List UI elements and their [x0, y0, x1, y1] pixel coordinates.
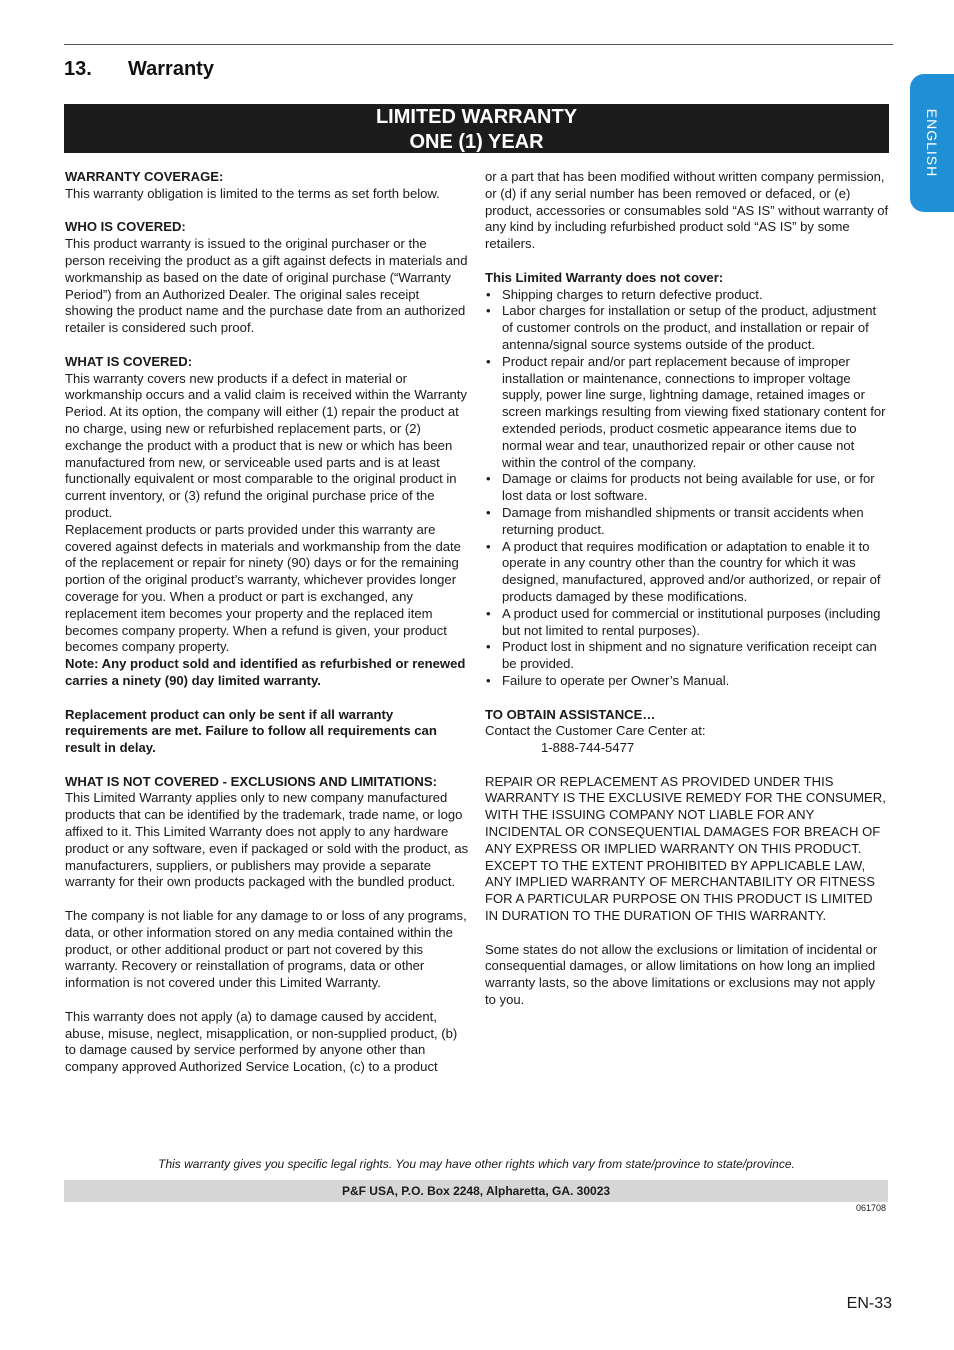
legal-rights-note: This warranty gives you specific legal rights. You may have other rights which vary from state/province to state/province. [158, 1157, 795, 1171]
section-number: 13. [64, 58, 92, 80]
exclusion-item: • Product repair and/or part replacement because of improper installation or maintenance, connections to improper voltage supply, power line surge, lightning damage, retained images or screen markings resulting from viewing fixed stationary content for extended periods, product cosmetic appearance items due to normal wear and tear, unauthorized repair or other cause not within the control of the company. [485, 354, 889, 472]
assistance-text: Contact the Customer Care Center at: [485, 723, 706, 739]
not-covered-heading: WHAT IS NOT COVERED - EXCLUSIONS AND LIMITATIONS: [65, 773, 437, 789]
banner-line-1: LIMITED WARRANTY [375, 106, 578, 128]
disclaimer-text: REPAIR OR REPLACEMENT AS PROVIDED UNDER THIS WARRANTY IS THE EXCLUSIVE REMEDY FOR THE CONSUMER, WITH THE ISSUING COMPANY NOT LIABLE FOR ANY INCIDENTAL OR CONSEQUENTIAL DAMAGES FOR BREACH OF ANY EXPRESS OR IMPLIED WARRANTY ON THIS PRODUCT. EXCEPT TO THE EXTENT PROHIBITED BY APPLICABLE LAW, ANY IMPLIED WARRANTY OF MERCHANTABILITY OR FITNESS FOR A PARTICULAR PURPOSE ON THIS PRODUCT IS LIMITED IN DURATION TO THE DURATION OF THIS WARRANTY. [485, 773, 886, 924]
exclusion-item: • A product used for commercial or institutional purposes (including but not limited to rental purposes). [485, 606, 889, 640]
replacement-requirements: Replacement product can only be sent if all warranty requirements are met. Failure to follow all requirements can result in delay. [65, 706, 437, 756]
warranty-banner [64, 104, 889, 153]
exclusion-item: • Product lost in shipment and no signature verification receipt can be provided. [485, 639, 889, 673]
who-covered-heading: WHO IS COVERED: [65, 219, 186, 235]
address-bar: P&F USA, P.O. Box 2248, Alpharetta, GA. 30023 [64, 1180, 888, 1202]
liability-text: The company is not liable for any damage to or loss of any programs, data, or other information stored on any media contained within the product, or other additional product or part not covered by this warranty. Recovery or reinstallation of programs, data or other information is not covered under this Limited Warranty. [65, 908, 467, 991]
not-covered-text: This Limited Warranty applies only to new company manufactured products that can be identified by the trademark, trade name, or logo affixed to it. This Limited Warranty does not apply to any hardware product or any software, even if packaged or sold with the product, as manufacturers, suppliers, or publishers may provide a separate warranty for their own products packaged with the bundled product. [65, 790, 469, 890]
exclusion-item: • Labor charges for installation or setup of the product, adjustment of customer controls on the product, and installation or repair of antenna/signal source systems outside of the product. [485, 303, 889, 353]
document-code: 061708 [855, 1203, 886, 1213]
exclusion-item: • Failure to operate per Owner’s Manual. [485, 673, 889, 690]
continuation-text: or a part that has been modified without written company permission, or (d) if any serial number has been removed or defaced, or (e) product, accessories or consumables sold “AS IS” without warranty of any kind by including refurbished product sold “AS IS” by some retailers. [485, 169, 889, 252]
exclusions-list [485, 287, 889, 690]
section-title-text: Warranty [128, 58, 214, 80]
what-covered-text-2: Replacement products or parts provided under this warranty are covered against defects in materials and workmanship from the date of the replacement or repair for ninety (90) days or for the remaining portion of the original product’s warranty, whichever provides longer coverage for you. When a product or part is exchanged, any replacement item becomes your property and the replaced item becomes company property. When a refund is given, your product becomes company property. [65, 521, 461, 655]
language-tab-label: ENGLISH [924, 108, 940, 178]
banner-line-2: ONE (1) YEAR [409, 131, 544, 153]
top-rule [64, 44, 893, 45]
section-title [64, 58, 214, 81]
left-column [65, 169, 469, 1076]
coverage-heading: WARRANTY COVERAGE: [65, 169, 224, 184]
refurbished-note: Note: Any product sold and identified as refurbished or renewed carries a ninety (90) day limited warranty. [65, 656, 466, 688]
language-tab[interactable] [910, 74, 954, 212]
exclusion-item: • Damage from mishandled shipments or transit accidents when returning product. [485, 505, 889, 539]
what-covered-heading: WHAT IS COVERED: [65, 353, 193, 369]
page-number: EN-33 [846, 1295, 892, 1312]
right-column [485, 169, 889, 1009]
does-not-cover-heading: This Limited Warranty does not cover: [485, 269, 724, 285]
exclusion-item: • Shipping charges to return defective product. [485, 287, 889, 304]
coverage-text: This warranty obligation is limited to the terms as set forth below. [65, 185, 440, 201]
assistance-heading: TO OBTAIN ASSISTANCE… [485, 706, 656, 722]
exclusion-item: • Damage or claims for products not being available for use, or for lost data or lost software. [485, 471, 889, 505]
exclusion-item: • A product that requires modification or adaptation to enable it to operate in any country other than the country for which it was designed, manufactured, approved and/or authorized, or repair of products damaged by these modifications. [485, 539, 889, 606]
customer-care-phone: 1-888-744-5477 [541, 740, 635, 756]
what-covered-text-1: This warranty covers new products if a defect in material or workmanship occurs and a valid claim is received within the Warranty Period. At its option, the company will either (1) repair the product at no charge, using new or refurbished replacement parts, or (2) exchange the product with a product that is new or which has been manufactured from new, or serviceable used parts and is at least functionally equivalent or most comparable to the original product in current inventory, or (3) refund the original purchase price of the product. [65, 370, 467, 520]
does-not-apply-text: This warranty does not apply (a) to damage caused by accident, abuse, misuse, neglect, misapplication, or non-supplied product, (b) to damage caused by service performed by anyone other than company approved Authorized Service Location, (c) to a product [65, 1008, 458, 1075]
who-covered-text: This product warranty is issued to the original purchaser or the person receiving the product as a gift against defects in materials and workmanship as based on the date of original purchase (“Warranty Period”) from an Authorized Dealer. The original sales receipt showing the product name and the purchase date from an authorized retailer is considered such proof. [65, 236, 468, 336]
states-text: Some states do not allow the exclusions or limitation of incidental or consequential damages, or allow limitations on how long an implied warranty lasts, so the above limitations or exclusions may not apply to you. [485, 941, 878, 1008]
